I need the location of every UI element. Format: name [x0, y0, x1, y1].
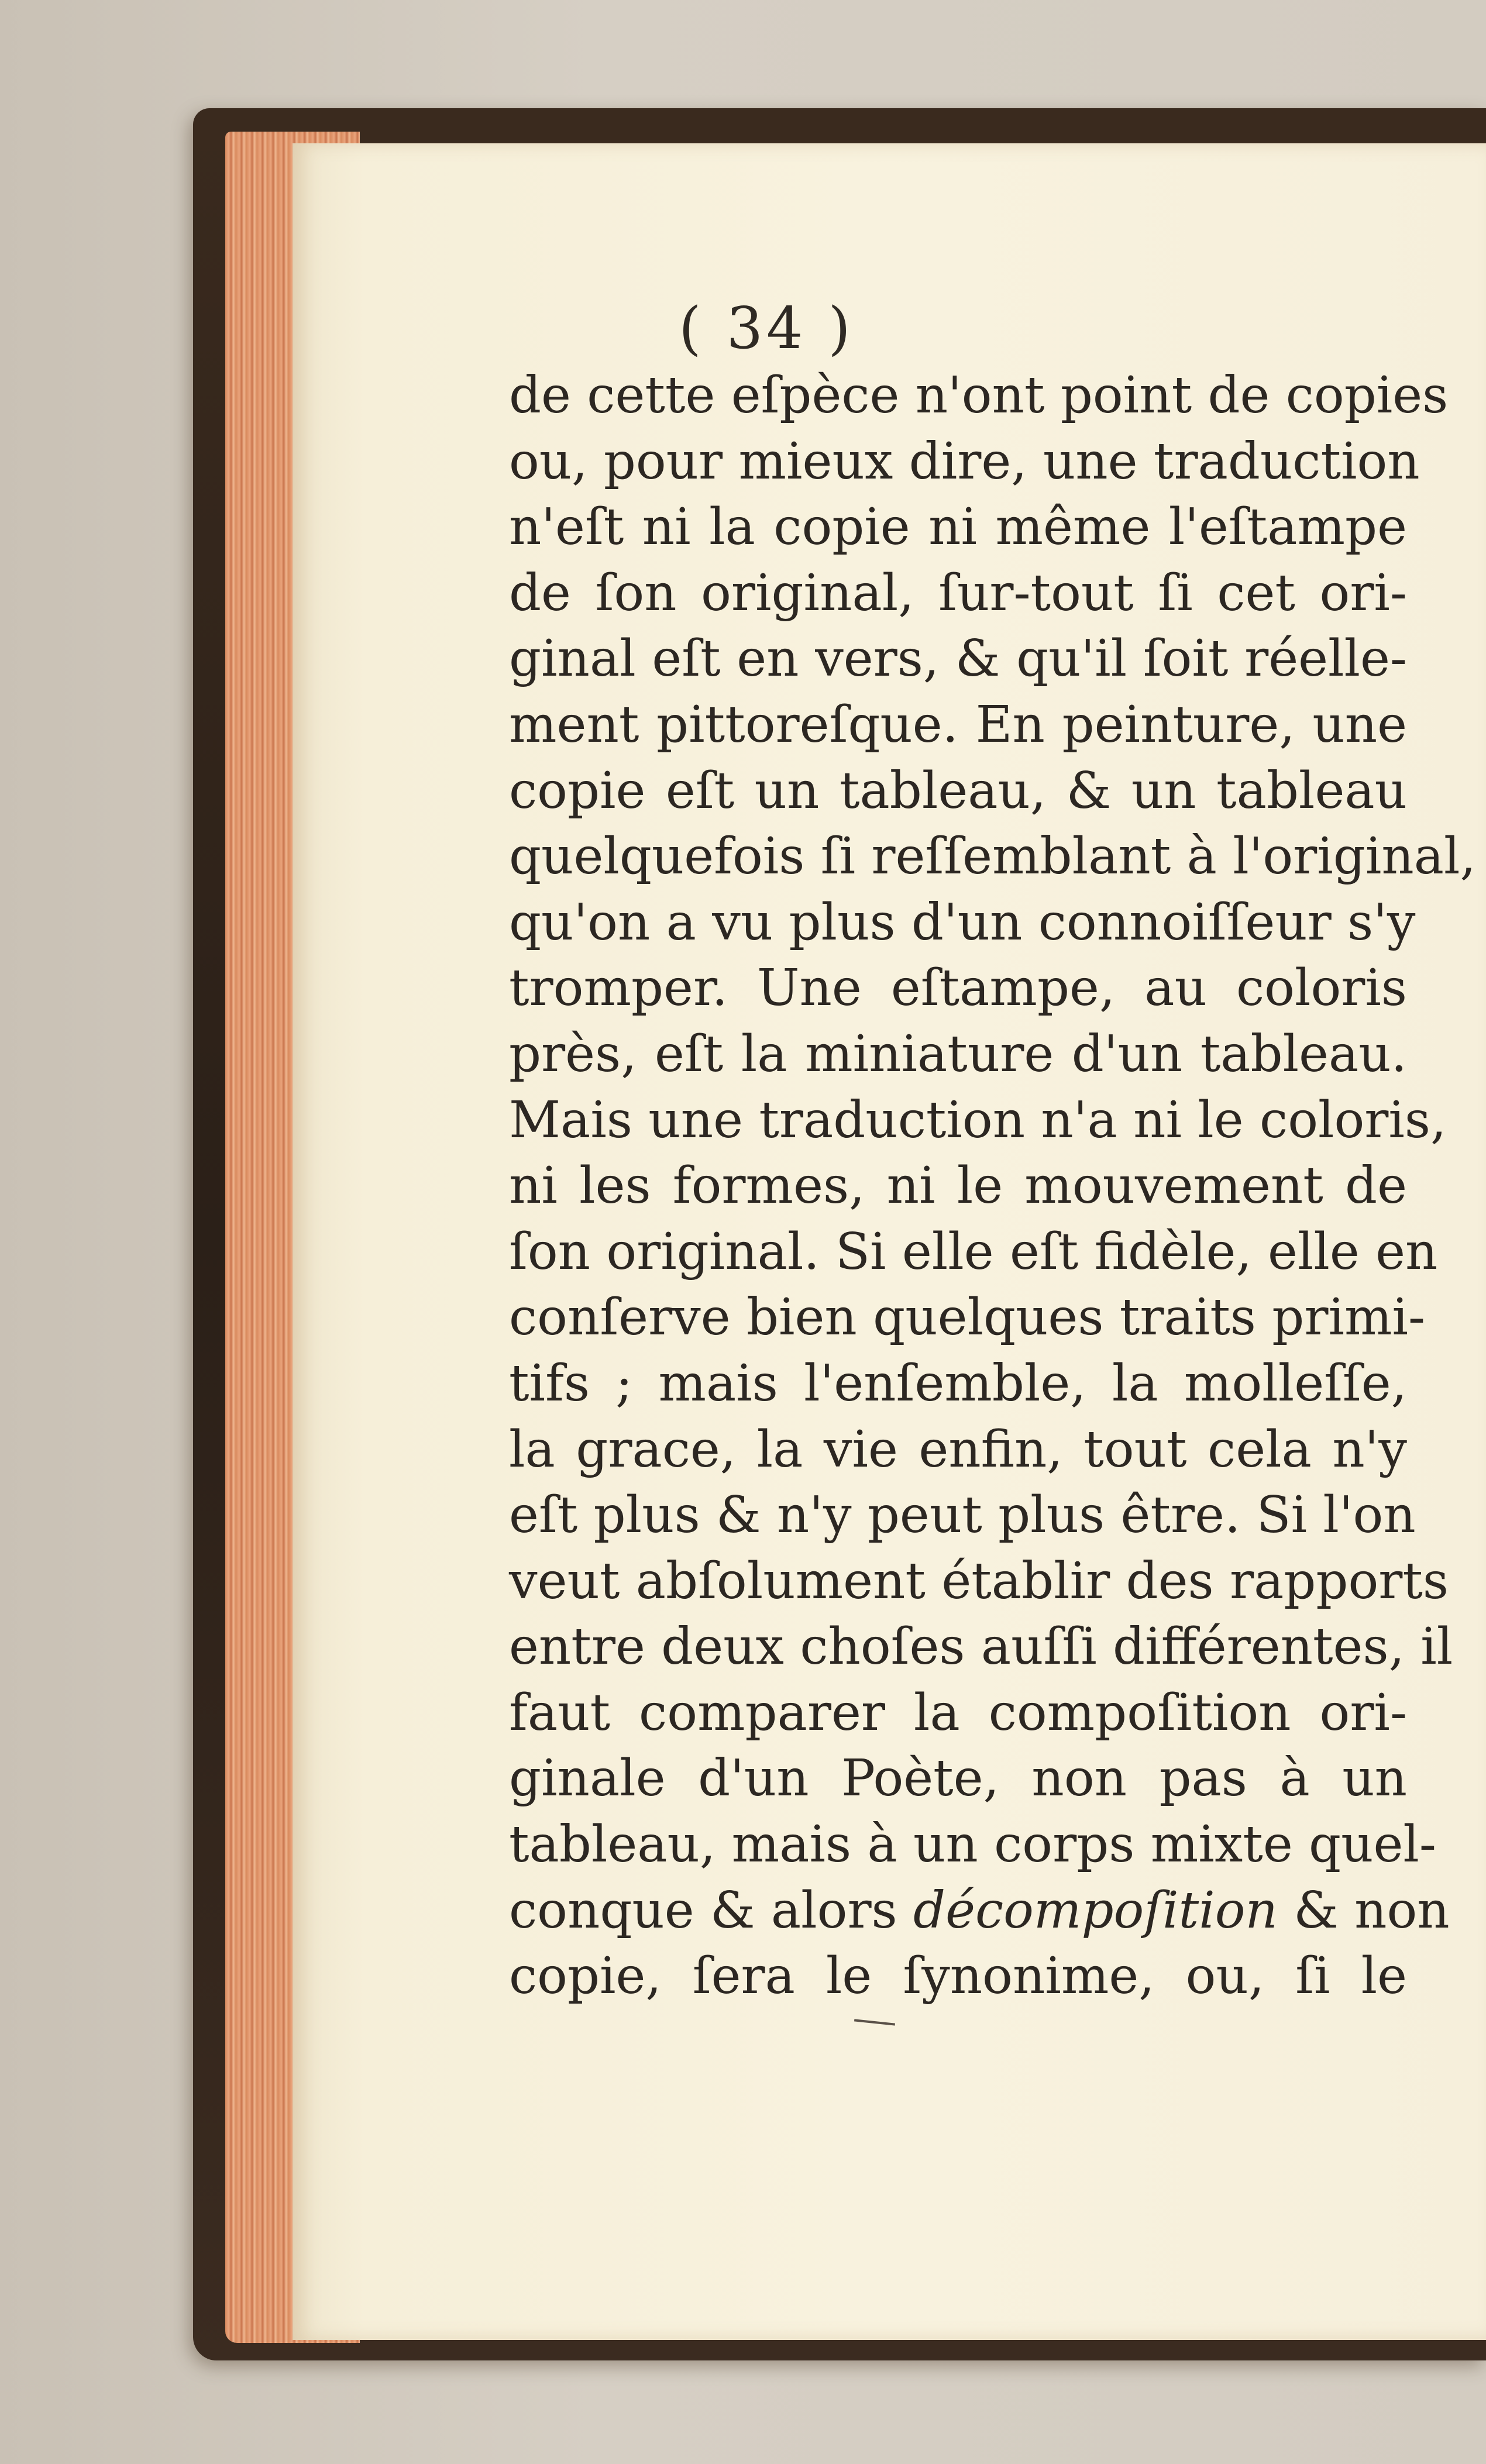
- text-line: ginale d'un Poète, non pas à un: [509, 1749, 1407, 1808]
- page-number: ( 34 ): [679, 295, 854, 362]
- text-line: tableau, mais à un corps mixte quel-: [509, 1815, 1436, 1874]
- text-line: de cette eſpèce n'ont point de copies: [509, 366, 1449, 425]
- text-line: tifs ; mais l'enſemble, la molleſſe,: [509, 1354, 1407, 1413]
- text-line-end: & non: [1294, 1881, 1450, 1940]
- text-line: ni les formes, ni le mouvement de: [509, 1157, 1407, 1216]
- text-line: copie eſt un tableau, & un tableau: [509, 761, 1407, 820]
- text-line: qu'on a vu plus d'un connoiſſeur s'y: [509, 893, 1416, 952]
- text-line: ment pittoreſque. En peinture, une: [509, 695, 1407, 754]
- text-line-mixed: [509, 1878, 1450, 1944]
- text-line: près, eſt la miniature d'un tableau.: [509, 1024, 1407, 1083]
- text-line: entre deux choſes auſſi différentes, il: [509, 1618, 1453, 1677]
- text-line: ſon original. Si elle eſt fidèle, elle en: [509, 1222, 1438, 1281]
- text-line: ginal eſt en vers, & qu'il ſoit réelle-: [509, 629, 1407, 689]
- text-line: faut comparer la compoſition ori-: [509, 1683, 1407, 1742]
- text-line: tromper. Une eſtampe, au coloris: [509, 959, 1407, 1018]
- text-line: Mais une traduction n'a ni le coloris,: [509, 1090, 1447, 1150]
- text-line: la grace, la vie enfin, tout cela n'y: [509, 1420, 1407, 1479]
- text-line: n'eſt ni la copie ni même l'eſtampe: [509, 498, 1407, 557]
- text-line: de ſon original, ſur-tout ſi cet ori-: [509, 563, 1407, 622]
- text-line: veut abſolument établir des rapports: [509, 1551, 1449, 1610]
- text-line: ou, pour mieux dire, une traduction: [509, 432, 1420, 491]
- text-line: conſerve bien quelques traits primi-: [509, 1288, 1426, 1347]
- text-line: quelquefois ſi reſſemblant à l'original,: [509, 827, 1476, 886]
- page-text: [509, 363, 1476, 2009]
- text-line: copie, ſera le ſynonime, ou, ſi le: [509, 1947, 1407, 2006]
- text-line-start: conque & alors: [509, 1881, 897, 1940]
- text-line: eſt plus & n'y peut plus être. Si l'on: [509, 1486, 1416, 1545]
- italic-word: décompoſition: [913, 1881, 1278, 1940]
